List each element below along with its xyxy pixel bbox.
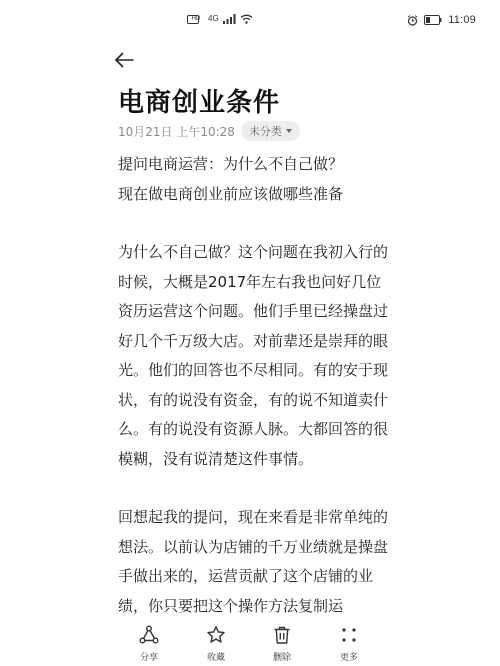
note-meta [118,121,300,141]
category-label: 未分类 [248,125,282,138]
favorite-button[interactable] [191,624,241,664]
note-title[interactable]: 电商创业条件 [118,88,281,118]
note-paragraph: 提问电商运营：为什么不自己做？ [118,155,344,173]
favorite-label: 收藏 [206,653,225,663]
more-button[interactable] [324,624,374,664]
status-bar [0,0,500,44]
note-paragraph: 为什么不自己做？这个问题在我初入行的时候，大概是2017年左右我也问好几位资历运营这个问题。他们手里已经操盘过好几个千万级大店。对前辈还是崇拜的眼光。他们的回答也不尽相同。有的安于现状，有的说没有资金，有的说不知道卖什么。有的说没有资源人脉。大都回答的很模糊，没有说清楚这件事情。 [118,243,389,468]
more-dots-icon [339,624,359,646]
delete-label: 删除 [272,653,291,663]
wifi-icon [240,14,253,24]
share-button[interactable] [124,624,174,664]
note-paragraph: 回想起我的提问，现在来看是非常单纯的想法。以前认为店铺的千万业绩就是操盘手做出来的，运营贡献了这个店铺的业绩，你只要把这个操作方法复制运 [118,508,389,615]
alarm-icon [407,15,418,26]
network-type-label: 4G [208,14,219,23]
more-label: 更多 [339,653,358,663]
trash-icon [272,624,292,646]
caret-down-icon [286,129,292,133]
note-body[interactable] [118,150,390,621]
signal-icon [223,14,236,24]
battery-icon [424,15,442,25]
status-left [187,14,253,24]
back-button[interactable] [108,48,140,76]
status-time: 11:09 [448,14,476,26]
hd-label: HD [191,16,201,22]
share-label: 分享 [139,653,158,663]
star-icon [206,624,226,646]
share-icon [139,624,159,646]
category-dropdown[interactable] [241,121,300,141]
bottom-toolbar [0,616,500,666]
note-timestamp: 10月21日 上午10:28 [118,124,235,139]
delete-button[interactable] [257,624,307,664]
arrow-left-icon [114,52,134,72]
status-right [407,14,476,26]
note-paragraph: 现在做电商创业前应该做哪些准备 [118,184,344,203]
